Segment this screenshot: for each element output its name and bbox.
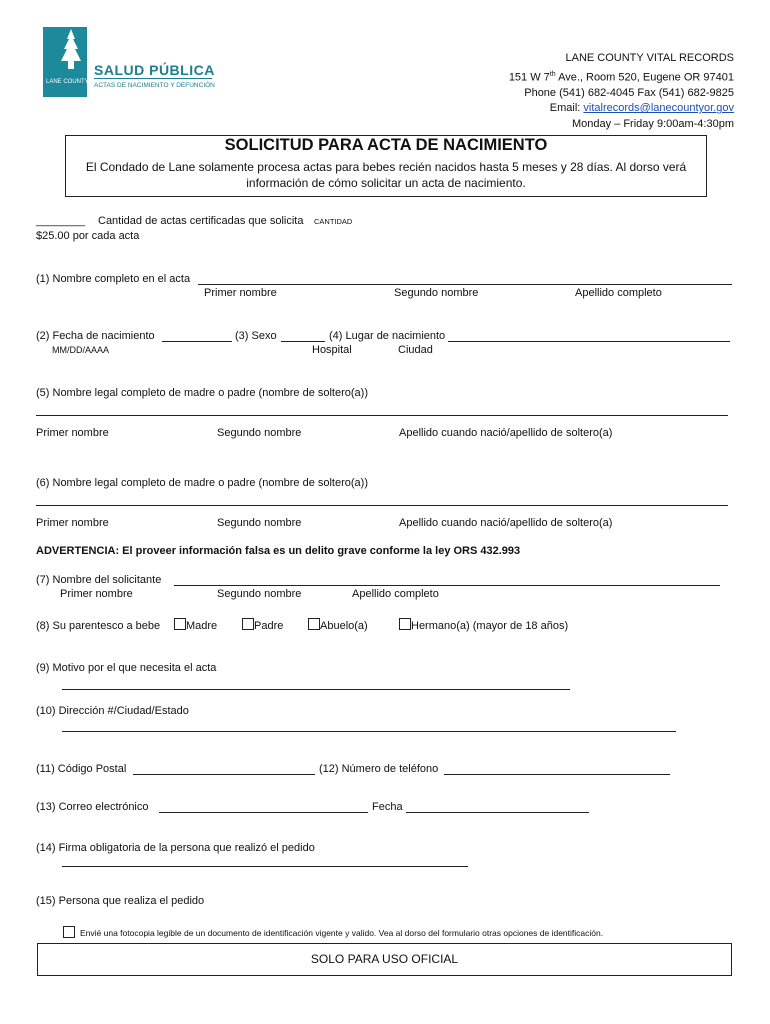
- phone-field[interactable]: [444, 774, 670, 775]
- q6-sub-middle: Segundo nombre: [217, 517, 302, 529]
- q5-sub-last: Apellido cuando nació/apellido de soltero(a): [399, 427, 613, 439]
- q7-label: (7) Nombre del solicitante: [36, 574, 162, 586]
- option-madre: Madre: [186, 620, 218, 632]
- title-box: [65, 135, 707, 197]
- applicant-name-field[interactable]: [174, 585, 720, 586]
- intro-line-2: información de cómo solicitar un acta de nacimiento.: [246, 176, 526, 190]
- logo-title: SALUD PÚBLICA: [94, 62, 215, 78]
- signature-field[interactable]: [62, 866, 468, 867]
- tree-icon: [58, 29, 84, 79]
- q1-sub-last: Apellido completo: [575, 287, 662, 299]
- logo-subtitle: ACTAS DE NACIMIENTO Y DEFUNCIÓN: [94, 82, 215, 89]
- intro-line-1: El Condado de Lane solamente procesa actas para bebes recién nacidos hasta 5 meses y 28 días. Al dorso verá: [85, 160, 687, 174]
- id-note: Envié una fotocopia legible de un documento de identificación vigente y valido. Vea al dorso del formulario otras opciones de identificación.: [80, 928, 604, 938]
- q10-label: (10) Dirección #/Ciudad/Estado: [36, 705, 189, 717]
- official-use-label: SOLO PARA USO OFICIAL: [310, 952, 459, 966]
- office-name: LANE COUNTY VITAL RECORDS: [565, 52, 734, 64]
- q4-sub-city: Ciudad: [398, 344, 433, 356]
- quantity-label: Cantidad de actas certificadas que solicita: [98, 215, 304, 227]
- q5-parent-name-field[interactable]: [36, 415, 728, 416]
- q13-date-label: Fecha: [372, 801, 403, 813]
- option-padre: Padre: [254, 620, 284, 632]
- page-title: SOLICITUD PARA ACTA DE NACIMIENTO: [224, 136, 548, 154]
- date-field[interactable]: [406, 812, 589, 813]
- q7-sub-middle: Segundo nombre: [217, 588, 302, 600]
- official-use-box: [37, 943, 732, 976]
- option-abuelo: Abuelo(a): [320, 620, 368, 632]
- address-field[interactable]: [62, 731, 676, 732]
- q15-label: (15) Persona que realiza el pedido: [36, 895, 205, 907]
- q1-sub-middle: Segundo nombre: [394, 287, 479, 299]
- warning-text: ADVERTENCIA: El proveer información falsa es un delito grave conforme la ley ORS 432.993: [36, 545, 521, 557]
- q9-label: (9) Motivo por el que necesita el acta: [36, 662, 217, 674]
- zip-field[interactable]: [133, 774, 315, 775]
- reason-field[interactable]: [62, 689, 570, 690]
- q4-place-label: (4) Lugar de nacimiento: [329, 330, 446, 342]
- q5-label: (5) Nombre legal completo de madre o padre (nombre de soltero(a)): [36, 387, 368, 399]
- q14-label: (14) Firma obligatoria de la persona que realizó el pedido: [36, 842, 315, 854]
- quantity-price: $25.00 por cada acta: [36, 230, 140, 242]
- q5-sub-first: Primer nombre: [36, 427, 109, 439]
- q5-sub-middle: Segundo nombre: [217, 427, 302, 439]
- q6-label: (6) Nombre legal completo de madre o padre (nombre de soltero(a)): [36, 477, 368, 489]
- birth-place-field[interactable]: [448, 341, 730, 342]
- sex-field[interactable]: [281, 341, 325, 342]
- q1-label: (1) Nombre completo en el acta: [36, 273, 191, 285]
- birth-date-field[interactable]: [162, 341, 232, 342]
- q6-parent-name-field[interactable]: [36, 505, 728, 506]
- logo-county: LANE COUNTY: [46, 79, 89, 85]
- option-hermano: Hermano(a) (mayor de 18 años): [411, 620, 569, 632]
- checkbox-hermano[interactable]: [399, 618, 411, 630]
- q8-label: (8) Su parentesco a bebe: [36, 620, 161, 632]
- q4-sub-hospital: Hospital: [312, 344, 352, 356]
- checkbox-id-copy[interactable]: [63, 926, 75, 938]
- q7-sub-first: Primer nombre: [60, 588, 133, 600]
- office-info: [509, 51, 734, 132]
- q3-sex-label: (3) Sexo: [235, 330, 277, 342]
- office-phone: Phone (541) 682-4045 Fax (541) 682-9825: [524, 86, 734, 99]
- office-email: Email: vitalrecords@lanecountyor.gov: [549, 102, 734, 115]
- q1-full-name-field[interactable]: [198, 284, 732, 285]
- email-field[interactable]: [159, 812, 368, 813]
- q13-email-label: (13) Correo electrónico: [36, 801, 149, 813]
- q1-sub-first: Primer nombre: [204, 287, 277, 299]
- checkbox-madre[interactable]: [174, 618, 186, 630]
- q2-date-label: (2) Fecha de nacimiento: [36, 330, 155, 342]
- checkbox-padre[interactable]: [242, 618, 254, 630]
- q11-zip-label: (11) Código Postal: [36, 763, 127, 775]
- q2-sub-date: MM/DD/AAAA: [52, 345, 110, 355]
- q6-sub-last: Apellido cuando nació/apellido de soltero(a): [399, 517, 613, 529]
- quantity-blank[interactable]: ________: [36, 215, 85, 227]
- quantity-tag: CANTIDAD: [314, 217, 353, 226]
- office-address: 151 W 7th Ave., Room 520, Eugene OR 97401: [508, 70, 734, 84]
- checkbox-abuelo[interactable]: [308, 618, 320, 630]
- q12-phone-label: (12) Número de teléfono: [319, 763, 439, 775]
- q7-sub-last: Apellido completo: [352, 588, 439, 600]
- email-link[interactable]: vitalrecords@lanecountyor.gov: [583, 102, 734, 115]
- q6-sub-first: Primer nombre: [36, 517, 109, 529]
- office-hours: Monday – Friday 9:00am-4:30pm: [571, 117, 734, 130]
